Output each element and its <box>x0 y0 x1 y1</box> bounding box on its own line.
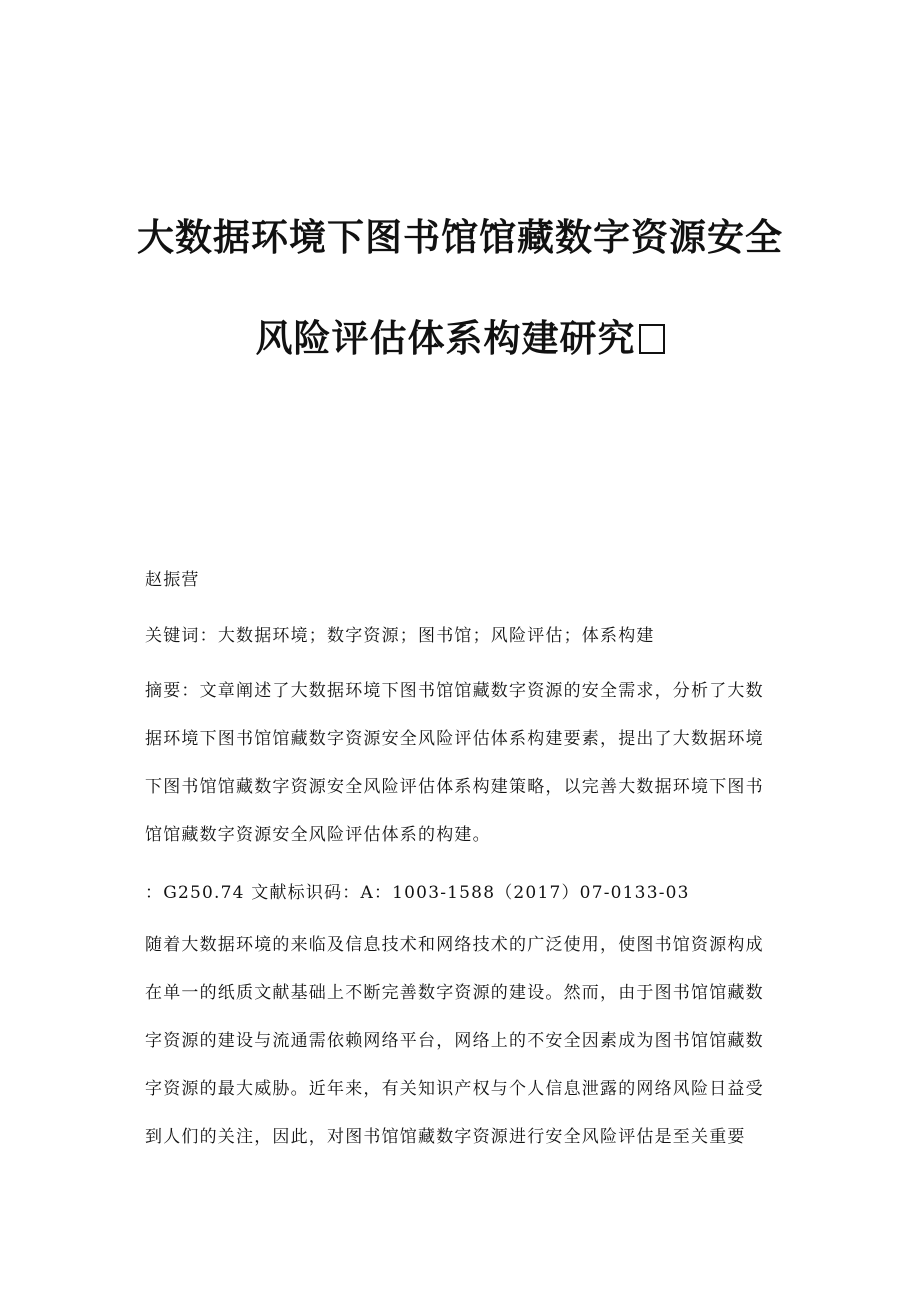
abstract-line: 下图书馆馆藏数字资源安全风险评估体系构建策略，以完善大数据环境下图书 <box>145 777 764 797</box>
classification-info: ：G250.74 文献标识码：A：1003-1588（2017）07-0133-03 <box>145 883 690 903</box>
intro-line: 字资源的建设与流通需依赖网络平台，网络上的不安全因素成为图书馆馆藏数 <box>145 1031 764 1051</box>
abstract-line: 馆馆藏数字资源安全风险评估体系的构建。 <box>145 825 491 845</box>
title-line-2 <box>0 315 920 363</box>
keywords-text: 大数据环境；数字资源；图书馆；风险评估；体系构建 <box>217 626 655 646</box>
title-line-1: 大数据环境下图书馆馆藏数字资源安全 <box>137 216 783 259</box>
intro-line: 字资源的最大威胁。近年来，有关知识产权与个人信息泄露的网络风险日益受 <box>145 1079 764 1099</box>
intro-line: 到人们的关注，因此，对图书馆馆藏数字资源进行安全风险评估是至关重要 <box>145 1127 746 1147</box>
abstract-line <box>145 667 775 715</box>
abstract <box>145 667 775 859</box>
title-line-2-text: 风险评估体系构建研究 <box>255 317 636 360</box>
author: 赵振营 <box>145 570 200 590</box>
abstract-line: 据环境下图书馆馆藏数字资源安全风险评估体系构建要素，提出了大数据环境 <box>145 729 764 749</box>
missing-glyph-box <box>639 324 665 354</box>
intro-line: 在单一的纸质文献基础上不断完善数字资源的建设。然而，由于图书馆馆藏数 <box>145 983 764 1003</box>
intro-line: 随着大数据环境的来临及信息技术和网络技术的广泛使用，使图书馆资源构成 <box>145 935 764 955</box>
abstract-label: 摘要： <box>145 681 200 701</box>
intro-paragraph <box>145 921 775 1161</box>
keywords-label: 关键词： <box>145 626 218 646</box>
keywords <box>145 612 775 660</box>
abstract-line-text: 文章阐述了大数据环境下图书馆馆藏数字资源的安全需求，分析了大数 <box>199 681 764 701</box>
